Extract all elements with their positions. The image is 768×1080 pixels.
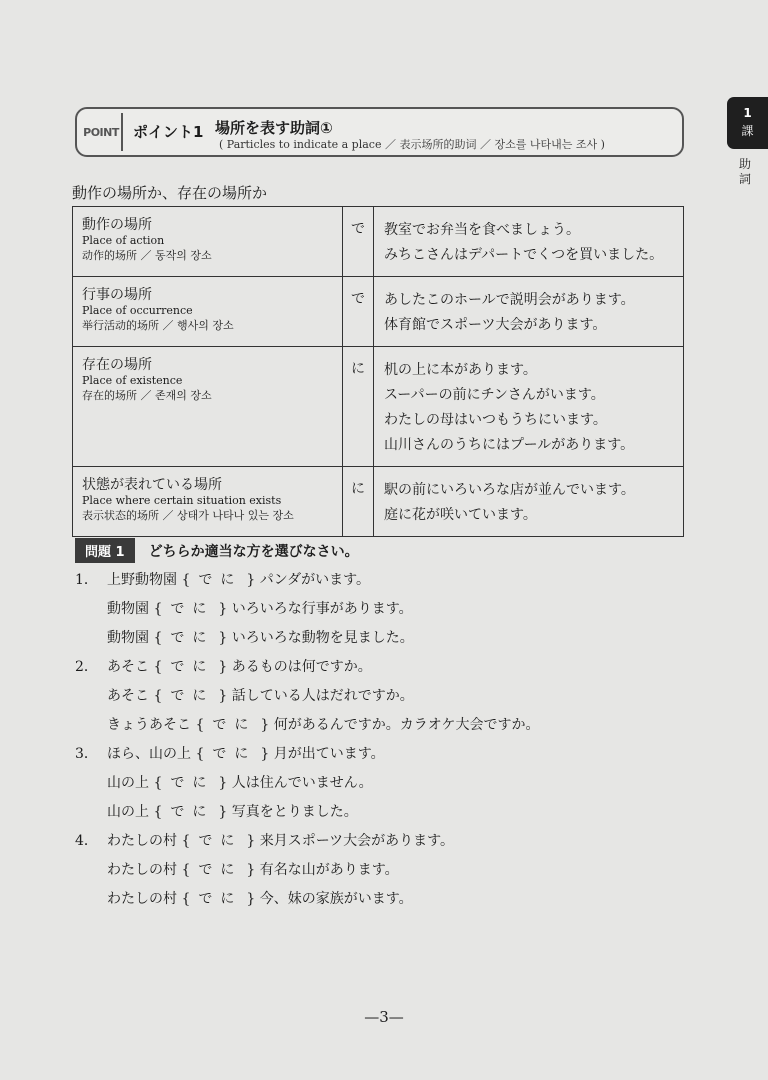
brace-close: }	[246, 862, 256, 878]
example-sentence: 教室でお弁当を食べましょう。	[384, 222, 580, 238]
point-subtitle: ( Particles to indicate a place ／ 表示场所的助词 ／ 장소를 나타내는 조사 )	[219, 138, 605, 151]
example-sentence: 山川さんのうちにはプールがあります。	[384, 437, 635, 453]
grammar-table	[72, 206, 684, 537]
choice-ni[interactable]: に	[192, 601, 207, 617]
choice-de[interactable]: で	[170, 601, 185, 617]
row-particle: に	[343, 467, 374, 537]
question-item	[107, 772, 373, 792]
row-title: 動作の場所	[82, 217, 152, 233]
question-prefix: わたしの村 {	[107, 862, 191, 878]
question-prefix: 上野動物園 {	[107, 572, 191, 588]
choice-de[interactable]: で	[212, 717, 227, 733]
choice-ni[interactable]: に	[220, 862, 235, 878]
choice-ni[interactable]: に	[234, 746, 249, 762]
problem-instruction: どちらか適当な方を選びなさい。	[148, 543, 359, 560]
choice-de[interactable]: で	[170, 630, 185, 646]
brace-close: }	[218, 804, 228, 820]
brace-close: }	[260, 717, 270, 733]
question-rest: あるものは何ですか。	[231, 659, 372, 675]
question-number: 1．	[75, 572, 98, 588]
chapter-tab[interactable]	[727, 97, 768, 149]
choice-ni[interactable]: に	[220, 833, 235, 849]
question-prefix: 動物園 {	[107, 601, 163, 617]
question-prefix: 山の上 {	[107, 775, 163, 791]
row-english: Place of action	[82, 234, 165, 247]
example-sentence: 体育館でスポーツ大会があります。	[384, 317, 607, 333]
brace-close: }	[218, 775, 228, 791]
choice-de[interactable]: で	[170, 804, 185, 820]
question-item	[107, 859, 399, 879]
point-label: ポイント1	[133, 123, 204, 141]
question-item	[75, 569, 370, 589]
row-particle: で	[343, 207, 374, 277]
choice-de[interactable]: で	[212, 746, 227, 762]
question-prefix: 動物園 {	[107, 630, 163, 646]
question-prefix: わたしの村 {	[107, 833, 191, 849]
example-sentence: わたしの母はいつもうちにいます。	[384, 412, 607, 428]
question-item	[107, 714, 539, 734]
row-translation: 举行活动的场所 ／ 행사의 장소	[82, 319, 234, 332]
question-rest: 月が出ています。	[273, 746, 385, 762]
question-rest: 話している人はだれですか。	[231, 688, 414, 704]
choice-de[interactable]: で	[198, 862, 213, 878]
row-title: 行事の場所	[82, 287, 152, 303]
problem-badge: 問題 1	[75, 538, 135, 563]
choice-ni[interactable]: に	[220, 572, 235, 588]
row-particle: で	[343, 277, 374, 347]
point-tag: POINT	[81, 113, 123, 151]
choice-de[interactable]: で	[198, 891, 213, 907]
row-translation: 动作的场所 ／ 동작의 장소	[82, 249, 212, 262]
point-title: 場所を表す助詞①	[215, 119, 333, 137]
brace-close: }	[218, 630, 228, 646]
example-sentence: スーパーの前にチンさんがいます。	[384, 387, 605, 403]
question-rest: 有名な山があります。	[259, 862, 399, 878]
question-prefix: きょうあそこ {	[107, 717, 205, 733]
table-row	[73, 347, 684, 467]
question-prefix: あそこ {	[107, 688, 163, 704]
choice-de[interactable]: で	[170, 659, 185, 675]
row-particle: に	[343, 347, 374, 467]
example-sentence: 机の上に本があります。	[384, 362, 537, 378]
brace-close: }	[246, 833, 256, 849]
choice-ni[interactable]: に	[192, 630, 207, 646]
table-row	[73, 207, 684, 277]
brace-close: }	[218, 601, 228, 617]
choice-ni[interactable]: に	[220, 891, 235, 907]
brace-close: }	[246, 572, 256, 588]
question-item	[75, 656, 372, 676]
choice-de[interactable]: で	[198, 572, 213, 588]
brace-close: }	[246, 891, 256, 907]
table-row	[73, 277, 684, 347]
question-number: 3．	[75, 746, 98, 762]
row-translation: 表示状态的场所 ／ 상태가 나타나 있는 장소	[82, 509, 294, 522]
question-prefix: ほら、山の上 {	[107, 746, 205, 762]
example-sentence: 庭に花が咲いています。	[384, 507, 537, 523]
brace-close: }	[218, 688, 228, 704]
question-rest: いろいろな行事があります。	[231, 601, 413, 617]
choice-ni[interactable]: に	[192, 775, 207, 791]
question-item	[107, 888, 413, 908]
row-english: Place of existence	[82, 374, 183, 387]
question-rest: 来月スポーツ大会があります。	[259, 833, 455, 849]
choice-ni[interactable]: に	[192, 659, 207, 675]
problem-header	[75, 538, 359, 563]
row-translation: 存在的场所 ／ 존재의 장소	[82, 389, 212, 402]
section-heading: 動作の場所か、存在の場所か	[72, 184, 268, 202]
brace-close: }	[260, 746, 270, 762]
question-rest: パンダがいます。	[259, 572, 371, 588]
row-title: 存在の場所	[82, 357, 152, 373]
table-row	[73, 467, 684, 537]
brace-close: }	[218, 659, 228, 675]
question-item	[75, 830, 454, 850]
point-header-box	[75, 107, 684, 157]
page-number: —3—	[364, 1008, 404, 1026]
question-prefix: 山の上 {	[107, 804, 163, 820]
question-item	[107, 685, 414, 705]
choice-ni[interactable]: に	[234, 717, 249, 733]
row-english: Place of occurrence	[82, 304, 193, 317]
question-prefix: あそこ {	[107, 659, 163, 675]
question-rest: 人は住んでいません。	[231, 775, 373, 791]
question-rest: 何があるんですか。カラオケ大会ですか。	[273, 717, 540, 733]
choice-de[interactable]: で	[170, 775, 185, 791]
question-prefix: わたしの村 {	[107, 891, 191, 907]
question-item	[107, 627, 414, 647]
question-item	[107, 801, 358, 821]
choice-de[interactable]: で	[170, 688, 185, 704]
question-item	[75, 743, 385, 763]
row-title: 状態が表れている場所	[82, 477, 222, 493]
chapter-kanji: 課	[741, 124, 754, 138]
question-rest: いろいろな動物を見ました。	[231, 630, 414, 646]
chapter-topic: 助詞	[738, 157, 751, 186]
question-rest: 今、妹の家族がいます。	[259, 891, 413, 907]
chapter-number: 1	[743, 106, 752, 120]
question-number: 4．	[75, 833, 98, 849]
example-sentence: 駅の前にいろいろな店が並んでいます。	[384, 482, 635, 498]
question-item	[107, 598, 413, 618]
question-number: 2．	[75, 659, 98, 675]
row-english: Place where certain situation exists	[82, 494, 282, 507]
example-sentence: あしたこのホールで説明会があります。	[384, 292, 635, 308]
example-sentence: みちこさんはデパートでくつを買いました。	[384, 247, 664, 263]
question-rest: 写真をとりました。	[231, 804, 358, 820]
choice-ni[interactable]: に	[192, 804, 207, 820]
choice-ni[interactable]: に	[192, 688, 207, 704]
choice-de[interactable]: で	[198, 833, 213, 849]
